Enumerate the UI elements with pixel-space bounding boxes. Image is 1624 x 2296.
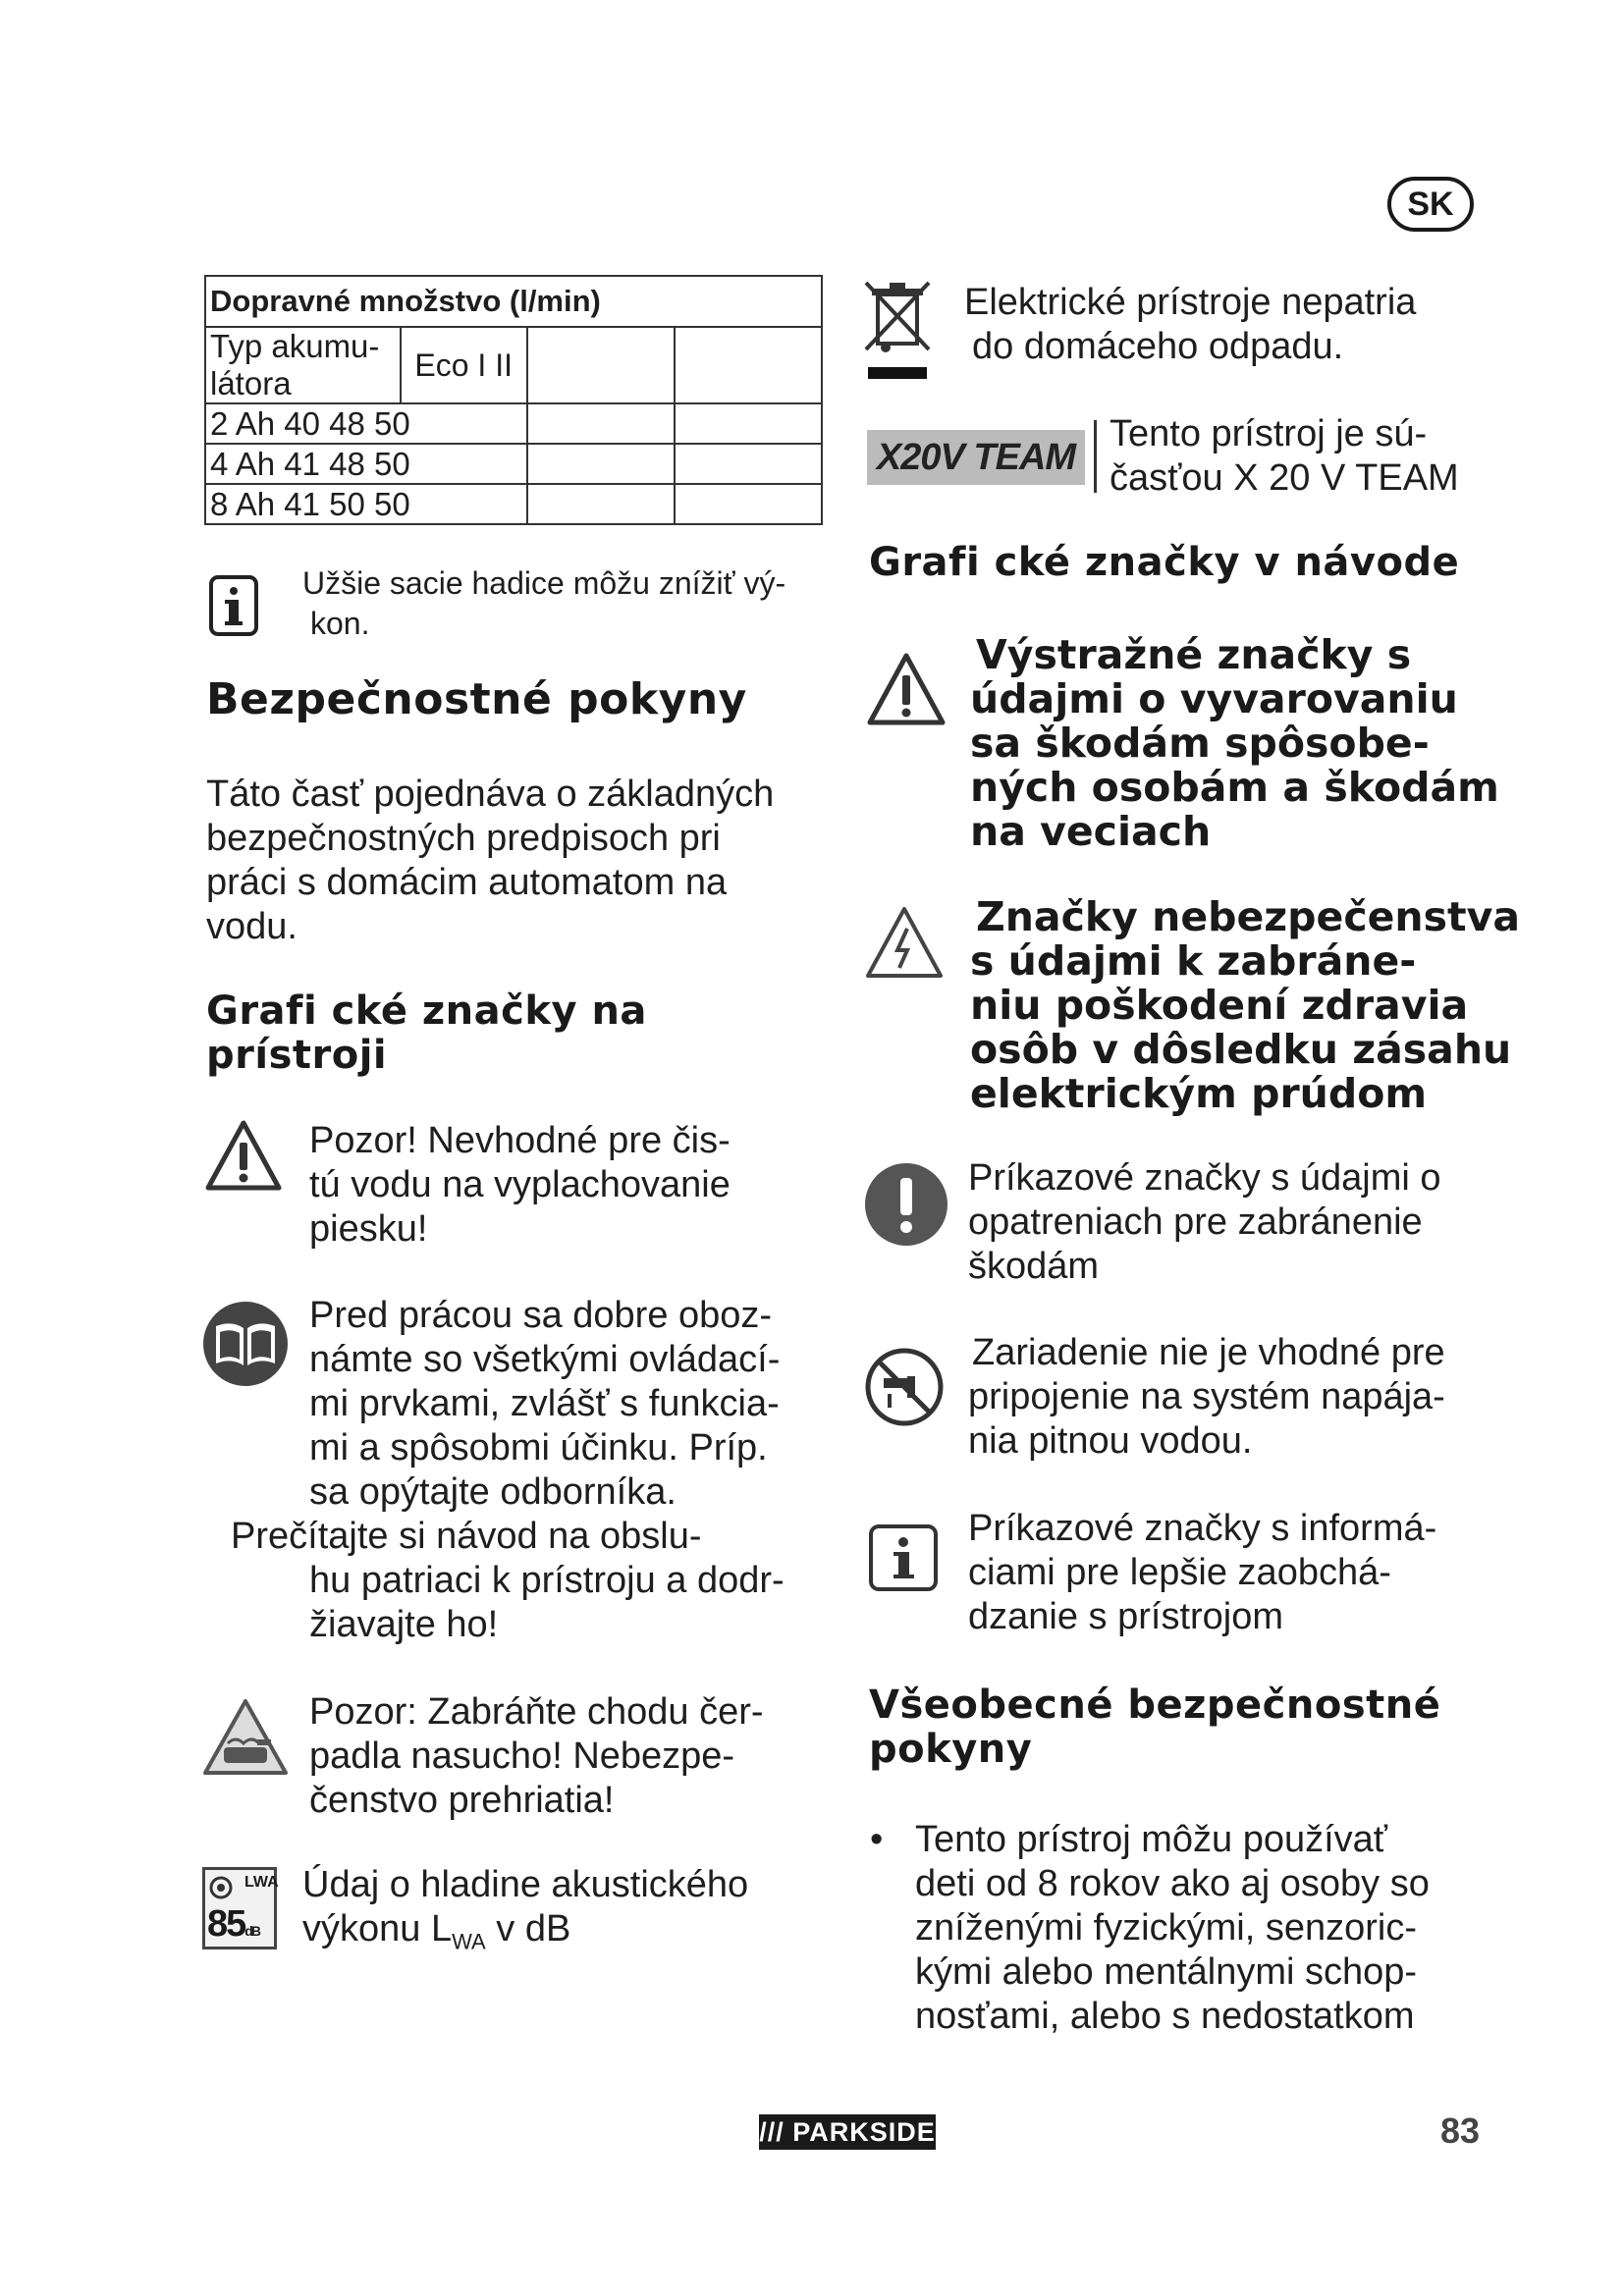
warning-text: Výstražné značky s údajmi o vyvarovaniu sa škodám spôsobe- ných osobám a škodám na veciach — [970, 631, 1499, 855]
manual-text: Pred prácou sa dobre oboz- námte so všetkými ovládací- mi prvkami, zvlášť s funkcia- mi a spôsobmi účinku. Príp. sa opýtajte odborníka. — [309, 1295, 781, 1513]
noise-level-icon: LWA 85dB — [202, 1867, 277, 1949]
manual-symbols-heading: Grafi cké značky v návode — [869, 540, 1460, 585]
dry-run-text: Pozor: Zabráňte chodu čer- padla nasucho! Nebezpe- čenstvo prehriatia! — [309, 1691, 764, 1821]
electric-hazard-icon — [864, 905, 945, 980]
language-badge: SK — [1387, 177, 1474, 232]
bullet-icon: • — [870, 1819, 884, 1860]
eco-label: Eco I II — [401, 327, 527, 403]
warning-triangle-icon — [866, 652, 947, 726]
read-manual-icon — [202, 1301, 289, 1387]
info-icon — [208, 574, 259, 637]
mandatory-exclamation-icon — [864, 1162, 948, 1247]
team-text: Tento prístroj je sú- časťou X 20 V TEAM — [1110, 413, 1459, 499]
no-drinking-water-icon — [864, 1347, 945, 1427]
safety-intro: Táto časť pojednáva o základných bezpečnostných predpisoch pri práci s domácim automatom na vodu. — [206, 774, 775, 947]
weee-bin-icon — [862, 277, 933, 385]
info-text: Príkazové značky s informá- ciami pre lepšie zaobchá- dzanie s prístrojom — [968, 1508, 1437, 1637]
table-row: 4 Ah 41 48 50 — [205, 444, 822, 484]
attention-text: Pozor! Nevhodné pre čis- tú vodu na vyplachovanie piesku! — [309, 1120, 731, 1250]
dry-run-warning-icon — [202, 1698, 289, 1777]
bullet-text: Tento prístroj môžu používať deti od 8 rokov ako aj osoby so zníženými fyzickými, senzoric- kými alebo mentálnymi schop- nosťami, alebo s nedostatkom — [915, 1819, 1430, 2037]
table-header: Dopravné množstvo (l/min) — [205, 276, 822, 327]
safety-heading: Bezpečnostné pokyny — [206, 674, 747, 724]
device-symbols-heading: Grafi cké značky na prístroji — [206, 988, 647, 1078]
flow-rate-table — [204, 275, 823, 525]
parkside-logo: /// PARKSIDE — [759, 2114, 936, 2150]
battery-type-label: Typ akumu- látora — [205, 327, 401, 403]
x20v-team-logo: X20V TEAM — [867, 430, 1085, 485]
table-row: 8 Ah 41 50 50 — [205, 484, 822, 524]
electric-hazard-text: Značky nebezpečenstva s údajmi k zabráne- niu poškodení zdravia osôb v dôsledku zásahu elektrickým prúdom — [970, 893, 1521, 1117]
no-drinking-water-text: Zariadenie nie je vhodné pre pripojenie na systém napája- nia pitnou vodou. — [968, 1332, 1445, 1462]
table-row: 2 Ah 40 48 50 — [205, 403, 822, 444]
manual-text-2: Prečítajte si návod na obslu- hu patriaci k prístroju a dodr- žiavajte ho! — [231, 1516, 785, 1645]
weee-text: Elektrické prístroje nepatria do domáceho odpadu. — [964, 282, 1417, 367]
noise-text: Údaj o hladine akustického výkonu $L_{WA}$ v dB — [302, 1864, 749, 1954]
general-safety-heading: Všeobecné bezpečnostné pokyny — [869, 1682, 1441, 1772]
info-icon — [868, 1523, 939, 1592]
page-number: 83 — [1440, 2110, 1481, 2151]
mandatory-text: Príkazové značky s údajmi o opatreniach pre zabránenie škodám — [968, 1157, 1441, 1287]
info-note: Užšie sacie hadice môžu znížiť vý- kon. — [302, 565, 786, 641]
warning-triangle-icon — [204, 1119, 283, 1192]
logo-divider — [1094, 420, 1097, 493]
